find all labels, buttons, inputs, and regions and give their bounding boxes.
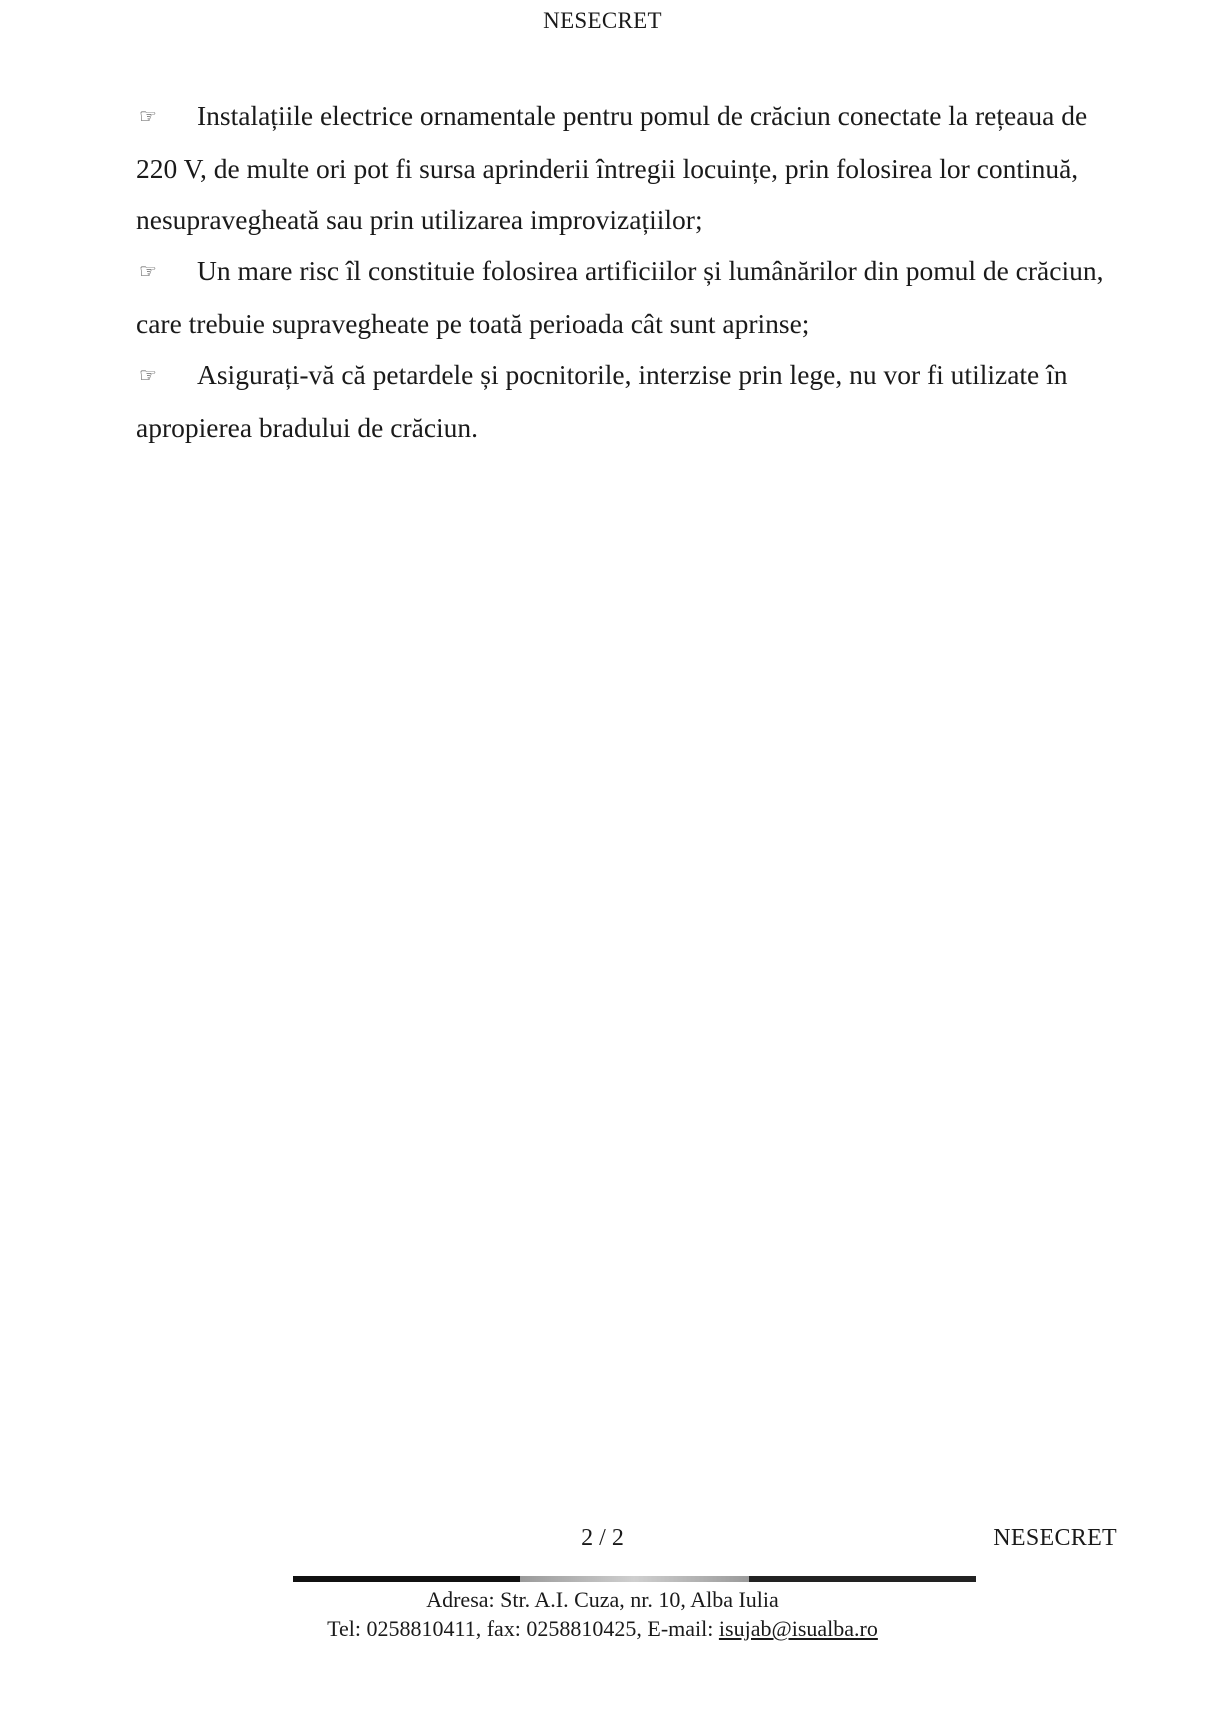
bullet-text-1: Instalațiile electrice ornamentale pentru pomul de crăciun conectate la rețeaua de 220 V, de multe ori pot fi sursa aprinderii întregii locuințe, prin folosirea lor continuă, nesupravegheată sau prin utilizarea improvizațiilor; <box>136 100 1088 235</box>
bullet-item-2 <box>136 245 1126 349</box>
header-classification: NESECRET <box>543 8 662 33</box>
footer-divider <box>293 1576 976 1582</box>
footer-address: Adresa: Str. A.I. Cuza, nr. 10, Alba Iulia <box>426 1587 779 1612</box>
document-body <box>136 90 1126 453</box>
email-link[interactable]: isujab@isualba.ro <box>718 1616 878 1641</box>
footer-contact <box>0 1614 1205 1643</box>
bullet-text-3: Asigurați-vă că petardele și pocnitorile, interzise prin lege, nu vor fi utilizate în apropierea bradului de crăciun. <box>136 359 1068 443</box>
pointing-hand-icon: ☞ <box>139 365 157 387</box>
bullet-item-3 <box>136 349 1126 453</box>
footer-classification: NESECRET <box>993 1525 1117 1551</box>
divider-segment-middle <box>520 1576 749 1582</box>
page-number: 2 / 2 <box>581 1525 624 1551</box>
pointing-hand-icon: ☞ <box>139 261 157 283</box>
contact-details: Tel: 0258810411, fax: 0258810425, E-mail: <box>327 1616 719 1641</box>
bullet-text-2: Un mare risc îl constituie folosirea artificiilor și lumânărilor din pomul de crăciun, care trebuie supravegheate pe toată perioada cât sunt aprinse; <box>136 255 1104 339</box>
divider-segment-right <box>749 1576 976 1582</box>
bullet-item-1 <box>136 90 1126 245</box>
divider-segment-left <box>293 1576 520 1582</box>
pointing-hand-icon: ☞ <box>139 106 157 128</box>
